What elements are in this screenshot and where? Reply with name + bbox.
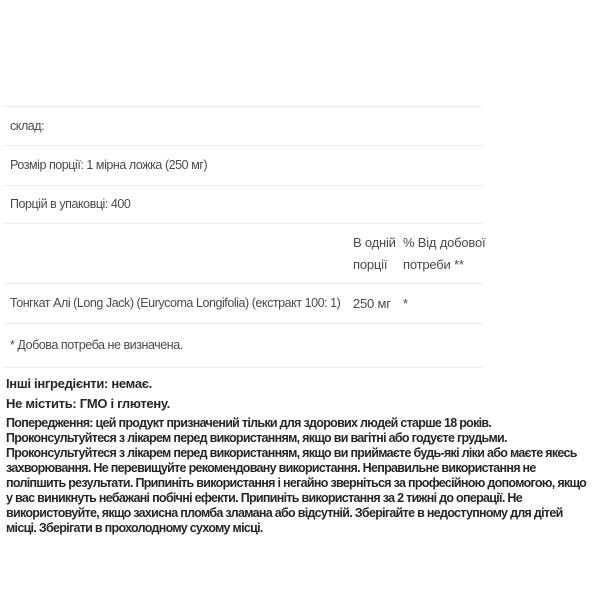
ingredient-amount: 250 мг <box>353 296 391 311</box>
footnote-row <box>3 323 483 367</box>
serving-size-row <box>3 145 483 185</box>
header-dv-line2: потреби ** <box>403 256 464 272</box>
header-amount-per-serving <box>353 232 403 276</box>
ingredient-name: Тонгкат Алі (Long Jack) (Eurycoma Longifolia) (екстракт 100: 1) <box>10 296 341 310</box>
header-amount-line2: порції <box>353 256 388 272</box>
table-header-row <box>3 223 486 283</box>
serving-size-label: Розмір порції: 1 мірна ложка (250 мг) <box>10 158 208 172</box>
daily-value-footnote: * Добова потреба не визначена. <box>10 338 183 352</box>
table-row <box>3 283 483 323</box>
other-ingredients-line: Інші інгредієнти: немає. <box>6 376 152 391</box>
supplement-facts-table <box>3 106 486 368</box>
header-amount-line1: В одній <box>353 234 396 250</box>
header-daily-value <box>403 232 486 276</box>
warning-paragraph: Попередження: цей продукт призначений тільки для здорових людей старше 18 років. Проконсультуйтеся з лікарем перед використанням, якщо ви вагітні або годуєте грудьми. Проконсультуйтеся з лікарем перед використанням, якщо ви приймаєте будь-які ліки або маєте якесь захворювання. Не перевищуйте рекомендовану використання. Неправильне використання не поліпшить результати. Припиніть використання і негайно зверніться за професійною допомогою, якщо у вас виникнуть небажані побічні ефекти. Припиніть використання за 2 тижні до операції. Не використовуйте, якщо захисна пломба зламана або відсутній. Зберігайте в недоступному для дітей місці. Зберігати в прохолодному сухому місці. <box>6 416 587 535</box>
servings-per-container-label: Порцій в упаковці: 400 <box>10 197 131 211</box>
header-dv-line1: % Від добової <box>403 234 486 250</box>
composition-label: склад: <box>10 118 45 133</box>
composition-row <box>3 106 483 145</box>
ingredient-daily-value: * <box>403 296 408 311</box>
does-not-contain-line: Не містить: ГМО і глютену. <box>6 396 170 411</box>
servings-per-container-row <box>3 185 483 223</box>
